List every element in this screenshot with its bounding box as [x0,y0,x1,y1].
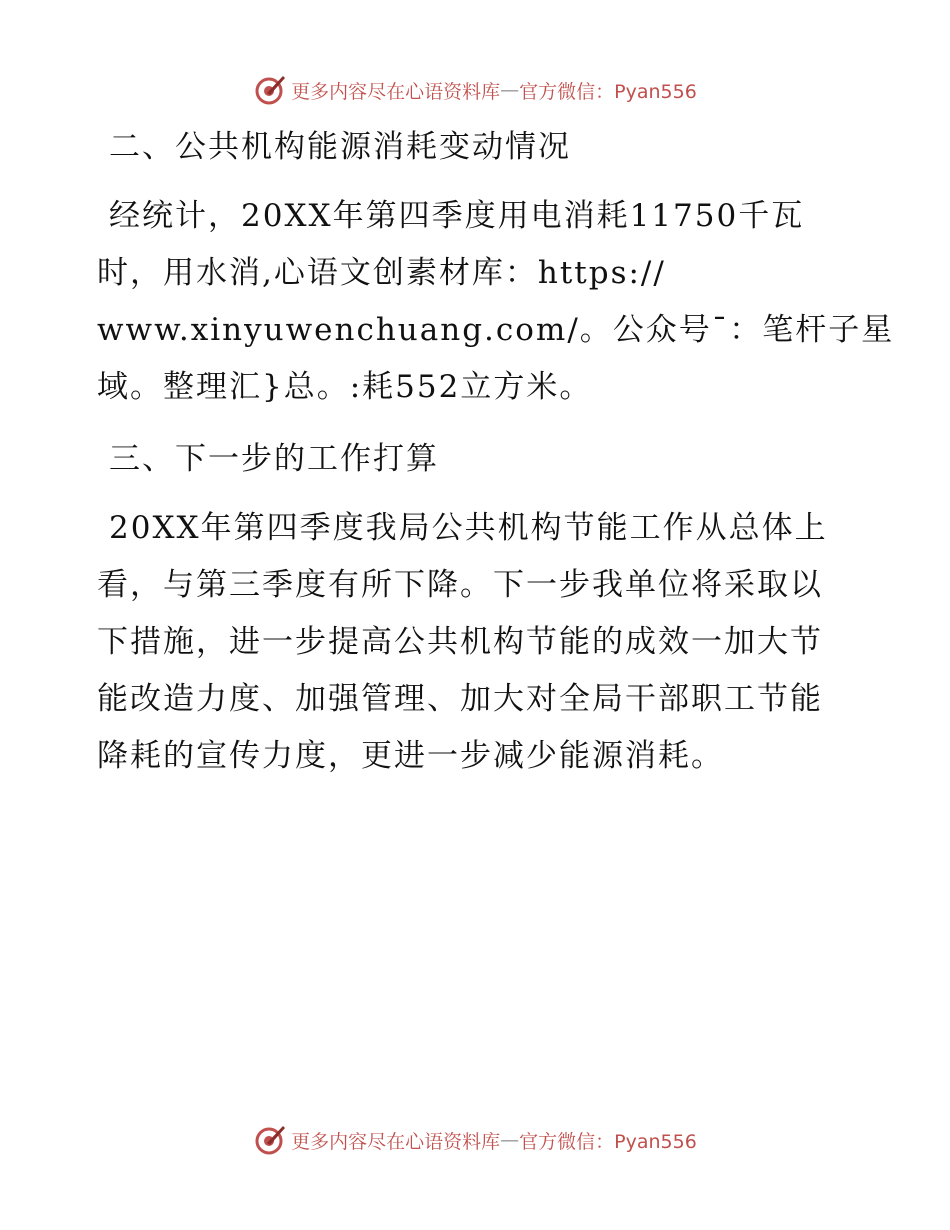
paragraph-line: 经统计，20XX年第四季度用电消耗11750千瓦 [109,198,805,234]
paragraph-line: www.xinyuwenchuang.com/。公众号¯：笔杆子星 [97,312,895,348]
banner-wechat: 官方微信：Pyan556 [519,1130,697,1153]
section-heading-2: 二、公共机构能源消耗变动情况 [109,129,571,165]
banner-separator: — [500,1129,520,1151]
paragraph-next-steps [97,500,857,785]
paragraph-line: 时，用水消,心语文创素材库：https:// [97,255,666,291]
paragraph-energy-stats [97,188,895,416]
banner-text: 更多内容尽在心语资料库 [291,1130,501,1153]
paragraph-line: 降耗的宣传力度，更进一步减少能源消耗。 [97,738,724,774]
document-body [97,118,895,799]
paragraph-line: 域。整理汇}总。:耗552立方米。 [97,369,593,405]
header-watermark-banner [0,70,950,110]
banner-text: 更多内容尽在心语资料库 [291,80,501,103]
quill-logo-icon [253,73,287,107]
banner-wechat: 官方微信：Pyan556 [519,80,697,103]
section-heading-3: 三、下一步的工作打算 [109,441,439,477]
banner-separator: — [500,79,520,101]
quill-logo-icon [253,1123,287,1157]
footer-watermark-banner [0,1120,950,1160]
paragraph-line: 能改造力度、加强管理、加大对全局干部职工节能 [97,681,823,717]
paragraph-line: 20XX年第四季度我局公共机构节能工作从总体上 [109,510,828,546]
paragraph-line: 下措施，进一步提高公共机构节能的成效一加大节 [97,624,823,660]
paragraph-line: 看，与第三季度有所下降。下一步我单位将采取以 [97,567,823,603]
